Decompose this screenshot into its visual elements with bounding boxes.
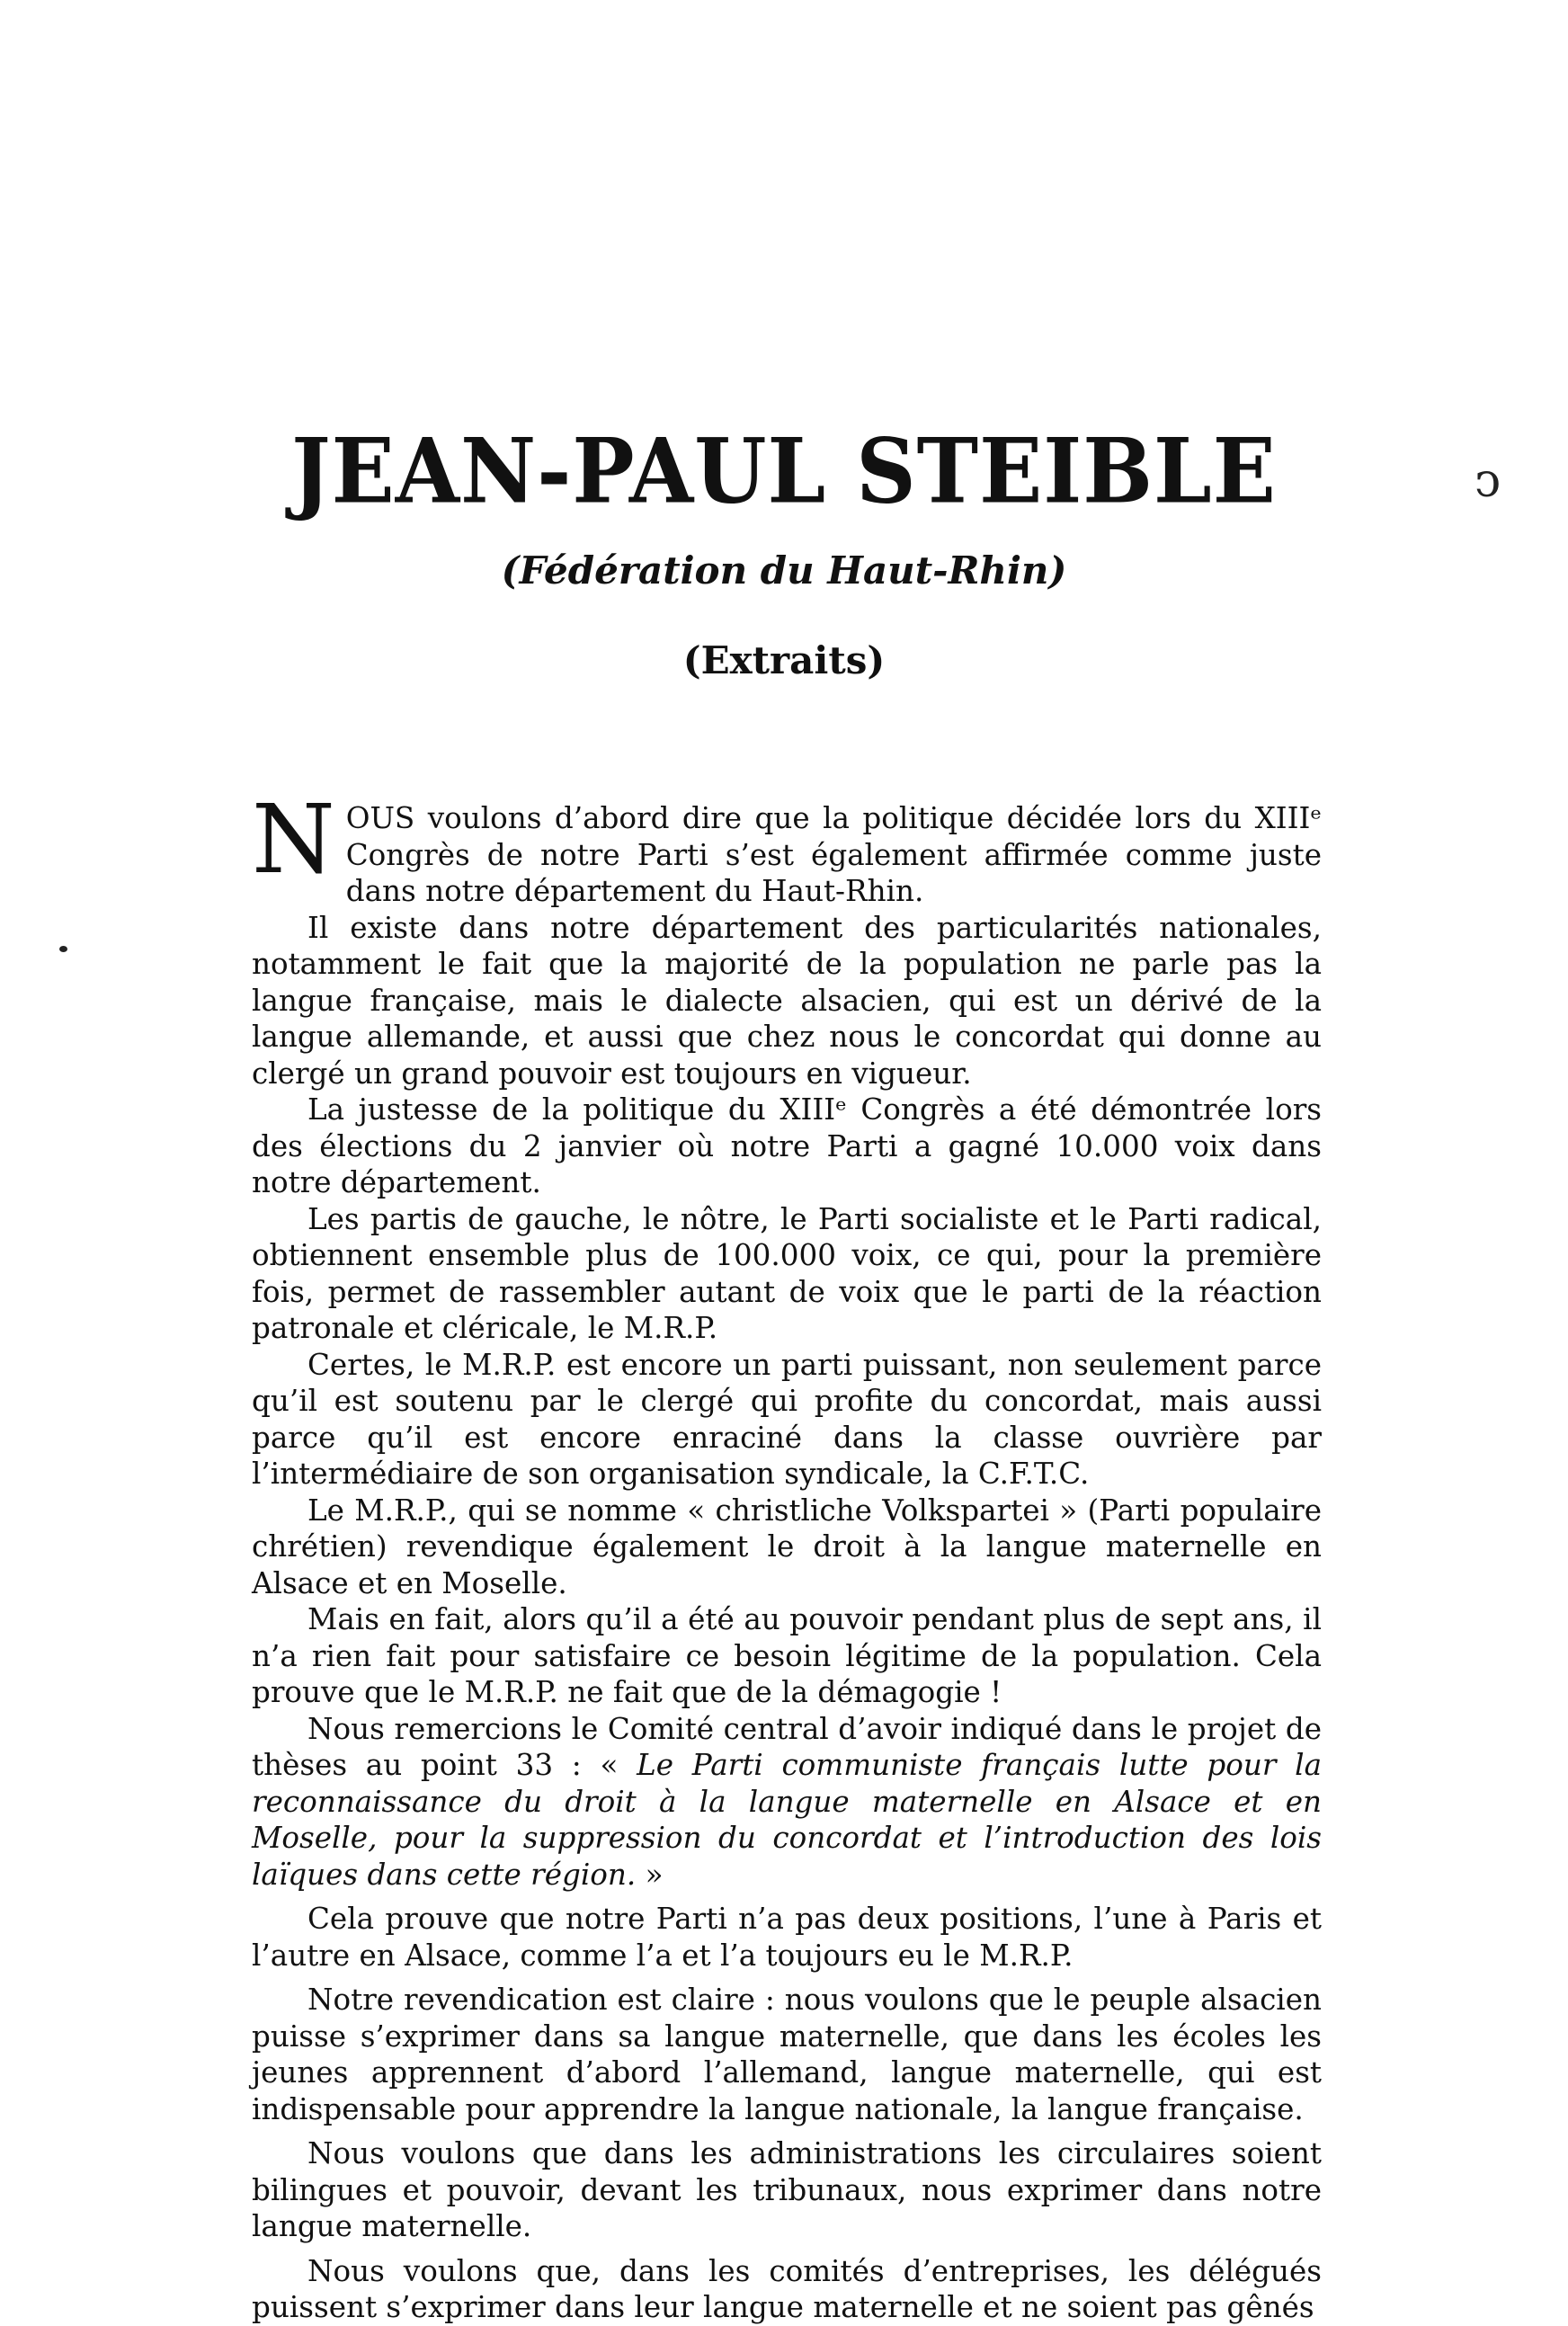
paragraph-2: Il existe dans notre département des particularités nationales, notamment le fait que la majorité de la population ne parle pas la langue française, mais le dialecte alsacien, qui est un dérivé de la langue allemande, et aussi que chez nous le concordat qui donne au clergé un grand pouvoir est toujours en vigueur. [252,910,1322,1091]
federation-subtitle: (Fédération du Haut-Rhin) [501,548,1067,593]
margin-annotation: ↄ [1474,454,1501,508]
paragraph-11: Nous voulons que dans les administrations les circulaires soient bilingues et pouvoir, devant les tribunaux, nous exprimer dans notre langue maternelle. [252,2136,1322,2243]
paragraph-8-quote: Le Parti communiste français lutte pour la reconnaissance du droit à la langue maternelle en Alsace et en Moselle, pour la suppression du concordat et l’introduction des lois laïques dans cette région. [252,1748,1323,1892]
drop-cap: N [252,784,335,895]
paragraph-5: Certes, le M.R.P. est encore un parti puissant, non seulement parce qu’il est soutenu par le clergé qui profite du concordat, mais aussi parce qu’il est encore enraciné dans la classe ouvrière par l’intermédiaire de son organisation syndicale, la C.F.T.C. [252,1347,1322,1491]
body-text [252,784,1323,2326]
paragraph-8-start: Nous remercions le Comité central d’avoir indiqué dans le projet de thèses au point 33 : « [252,1711,1322,1782]
paragraph-3: La justesse de la politique du XIIIᵉ Congrès a été démontrée lors des élections du 2 janvier où notre Parti a gagné 10.000 voix dans notre département. [252,1092,1322,1199]
paragraph-1-text: OUS voulons d’abord dire que la politique décidée lors du XIIIᵉ Congrès de notre Parti s’est également affirmée comme juste dans notre département du Haut-Rhin. [345,801,1322,908]
paragraph-8-end: » [636,1857,664,1892]
page-title: JEAN-PAUL STEIBLE [291,418,1277,524]
paragraph-7: Mais en fait, alors qu’il a été au pouvoir pendant plus de sept ans, il n’a rien fait pour satisfaire ce besoin légitime de la population. Cela prouve que le M.R.P. ne fait que de la démagogie ! [252,1602,1322,1709]
margin-dot [59,946,67,952]
extraits-label: (Extraits) [682,638,886,682]
paragraph-9: Cela prouve que notre Parti n’a pas deux positions, l’une à Paris et l’autre en Alsace, comme l’a et l’a toujours eu le M.R.P. [252,1902,1322,1973]
paragraph-10: Notre revendication est claire : nous voulons que le peuple alsacien puisse s’exprimer dans sa langue maternelle, que dans les écoles les jeunes apprennent d’abord l’allemand, langue maternelle, qui est indispensable pour apprendre la langue nationale, la langue française. [252,1983,1322,2126]
paragraph-1 [252,784,1322,910]
paragraph-4: Les partis de gauche, le nôtre, le Parti socialiste et le Parti radical, obtiennent ensemble plus de 100.000 voix, ce qui, pour la première fois, permet de rassembler autant de voix que le parti de la réaction patronale et cléricale, le M.R.P. [252,1201,1322,1345]
paragraph-6: Le M.R.P., qui se nomme « christliche Volkspartei » (Parti populaire chrétien) revendique également le droit à la langue maternelle en Alsace et en Moselle. [252,1493,1322,1600]
paragraph-8 [252,1711,1322,1894]
paragraph-12: Nous voulons que, dans les comités d’entreprises, les délégués puissent s’exprimer dans leur langue maternelle et ne soient pas gênés [252,2253,1322,2324]
